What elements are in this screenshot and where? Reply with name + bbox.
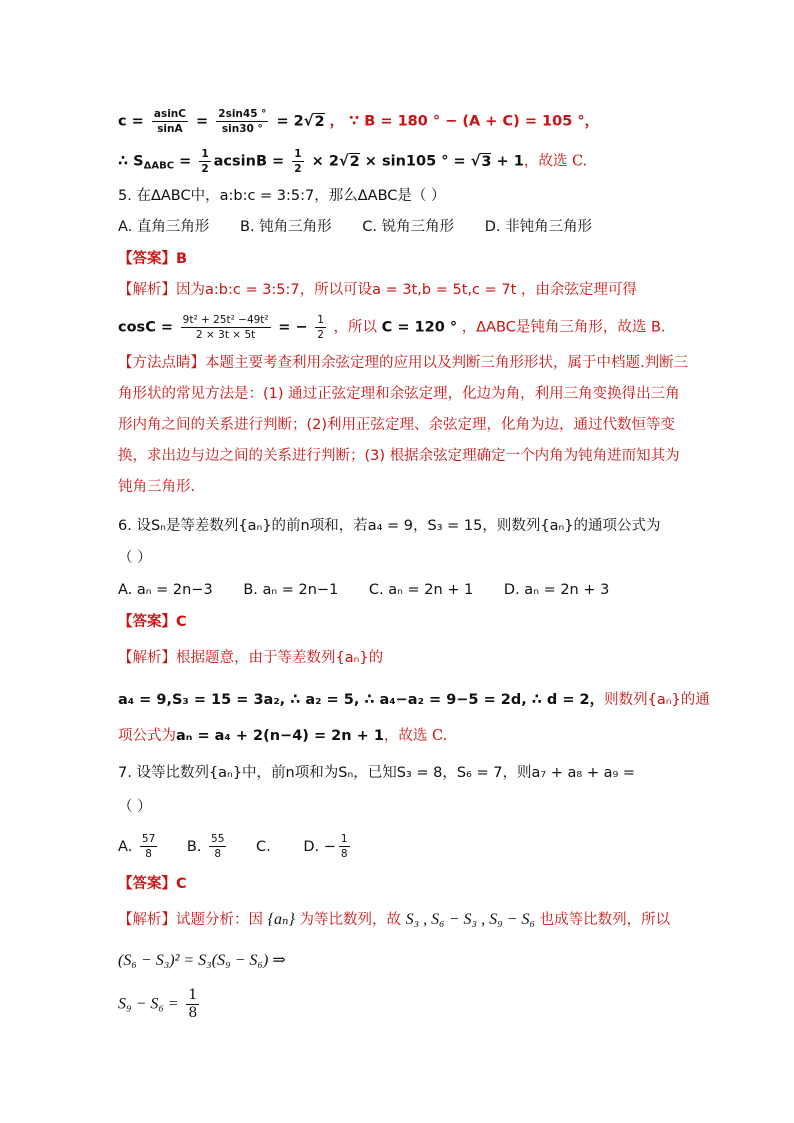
- text: + 1: [496, 153, 524, 170]
- option-b: B. 钝角三角形: [240, 219, 332, 235]
- text: ，故选 C.: [523, 153, 588, 170]
- analysis-7-eq-2: [118, 988, 202, 1021]
- fraction: $\frac{2\sin 45 ^\circ}{\sin 30 ^\circ}$: [218, 108, 267, 135]
- math-text: {aₙ}: [267, 911, 295, 928]
- math-text: S₃ , S₆ − S₃ , S₉ − S₆: [405, 911, 536, 928]
- text: ∴ S: [118, 153, 144, 170]
- subscript: ΔABC: [143, 160, 175, 172]
- option-a: A. 直角三角形: [118, 219, 210, 235]
- sqrt-symbol: √: [470, 153, 481, 170]
- question-5-options: [118, 217, 618, 237]
- math-text: S₉ − S₆ =: [118, 995, 179, 1013]
- analysis-6-line-1: 【解析】根据题意，由于等差数列{aₙ}的: [118, 650, 384, 666]
- text: =: [179, 153, 192, 170]
- analysis-6-line-3: [118, 726, 447, 746]
- analysis-7-eq-1: (S₆ − S₃)² = S₃(S₉ − S₆) ⇒: [118, 952, 286, 969]
- question-7-paren: （ ）: [118, 799, 152, 815]
- text: ， ∵ B = 180 ° − (A + C) = 105 °，: [329, 113, 600, 130]
- sqrt-radicand: 2: [314, 113, 325, 130]
- option-c: C. aₙ = 2n + 1: [368, 582, 474, 598]
- answer-6: 【答案】C: [118, 614, 187, 630]
- question-6-stem: 6. 设Sₙ是等差数列{aₙ}的前n项和，若a₄ = 9，S₃ = 15，则数列{aₙ}的通项公式为: [118, 518, 661, 534]
- sqrt-radicand: 2: [349, 153, 360, 170]
- law-of-sines-line: [118, 108, 599, 135]
- text: = 2: [276, 113, 304, 130]
- method-5-line-4: 换，求出边与边之间的关系进行判断；(3) 根据余弦定理确定一个内角为钝角进而知其为: [118, 448, 680, 464]
- fraction: $\frac{1}{2}$: [201, 148, 209, 175]
- text: × 2: [311, 153, 339, 170]
- fraction: $\frac{\text{9t² + 25t² −49t²}}{2 \times 3t \times 5t}$: [182, 314, 269, 341]
- answer-7: 【答案】C: [118, 876, 187, 892]
- text: = −: [278, 319, 308, 336]
- area-line: [118, 148, 587, 177]
- method-5-line-3: 形内角之间的关系进行判断；(2)利用正弦定理、余弦定理，化角为边，通过代数恒等变: [118, 417, 676, 433]
- option-d: D. aₙ = 2n + 3: [503, 582, 610, 598]
- question-7-options: [118, 833, 353, 860]
- text: 也成等比数列，所以: [539, 912, 671, 928]
- option-c: C.: [256, 838, 271, 855]
- fraction: $\frac{asinC}{\sin A}$: [153, 108, 186, 135]
- sqrt-symbol: √: [303, 113, 314, 130]
- text: ，ΔABC是钝角三角形，故选 B.: [461, 319, 666, 336]
- method-5-line-2: 角形状的常见方法是：(1) 通过正弦定理和余弦定理，化边为角，利用三角变换得出三角: [118, 386, 680, 402]
- sqrt-radicand: 3: [481, 153, 492, 170]
- option-a: A. aₙ = 2n−3: [118, 582, 213, 598]
- sqrt-symbol: √: [338, 153, 349, 170]
- text: =: [196, 113, 209, 130]
- option-b: B. aₙ = 2n−1: [243, 582, 339, 598]
- text: c =: [118, 113, 144, 130]
- text: a₄ = 9,S₃ = 15 = 3a₂, ∴ a₂ = 5, ∴ a₄−a₂ = 9−5 = 2d, ∴ d = 2，: [118, 692, 605, 708]
- text: 则数列{aₙ}的通: [604, 692, 710, 708]
- text: 为等比数列，故: [299, 912, 401, 928]
- question-6-options: [118, 580, 635, 600]
- text: 【解析】试题分析：因: [118, 912, 263, 928]
- question-5-stem: 5. 在ΔABC中，a:b:c = 3:5:7，那么ΔABC是（ ）: [118, 188, 446, 204]
- text: cosC =: [118, 319, 174, 336]
- fraction: $\frac{1}{2}$: [294, 148, 302, 175]
- method-5-line-1: 【方法点睛】本题主要考查利用余弦定理的应用以及判断三角形形状，属于中档题.判断三: [118, 355, 689, 371]
- text: C = 120 °: [381, 319, 458, 336]
- analysis-6-line-2: [118, 690, 710, 710]
- method-5-line-5: 钝角三角形.: [118, 479, 196, 495]
- analysis-5-line-1: 【解析】因为a:b:c = 3:5:7，所以可设a = 3t,b = 5t,c = 7t ，由余弦定理可得: [118, 282, 637, 298]
- fraction: $\frac{1}{8}$: [188, 987, 198, 1021]
- answer-5: 【答案】B: [118, 251, 188, 267]
- question-7-stem: 7. 设等比数列{aₙ}中，前n项和为Sₙ，已知S₃ = 8，S₆ = 7，则a₇ + a₈ + a₉ =: [118, 765, 636, 781]
- option-b: B. $\frac{55}{8}$: [186, 833, 225, 860]
- option-d: D. − $\frac{1}{8}$: [303, 833, 348, 860]
- question-6-paren: （ ）: [118, 550, 152, 566]
- text: acsinB =: [213, 153, 285, 170]
- text: × sin105 ° =: [364, 153, 466, 170]
- analysis-7-line-1: [118, 910, 670, 930]
- fraction: $\frac{1}{2}$: [317, 314, 324, 341]
- text: ，故选 C.: [383, 728, 448, 744]
- analysis-5-cos-line: [118, 314, 666, 341]
- text: ，所以: [333, 319, 378, 336]
- option-c: C. 锐角三角形: [362, 219, 455, 235]
- option-a: A. $\frac{57}{8}$: [118, 833, 156, 860]
- text: 项公式为: [118, 728, 176, 744]
- option-d: D. 非钝角三角形: [484, 219, 593, 235]
- text: aₙ = a₄ + 2(n−4) = 2n + 1: [176, 728, 384, 744]
